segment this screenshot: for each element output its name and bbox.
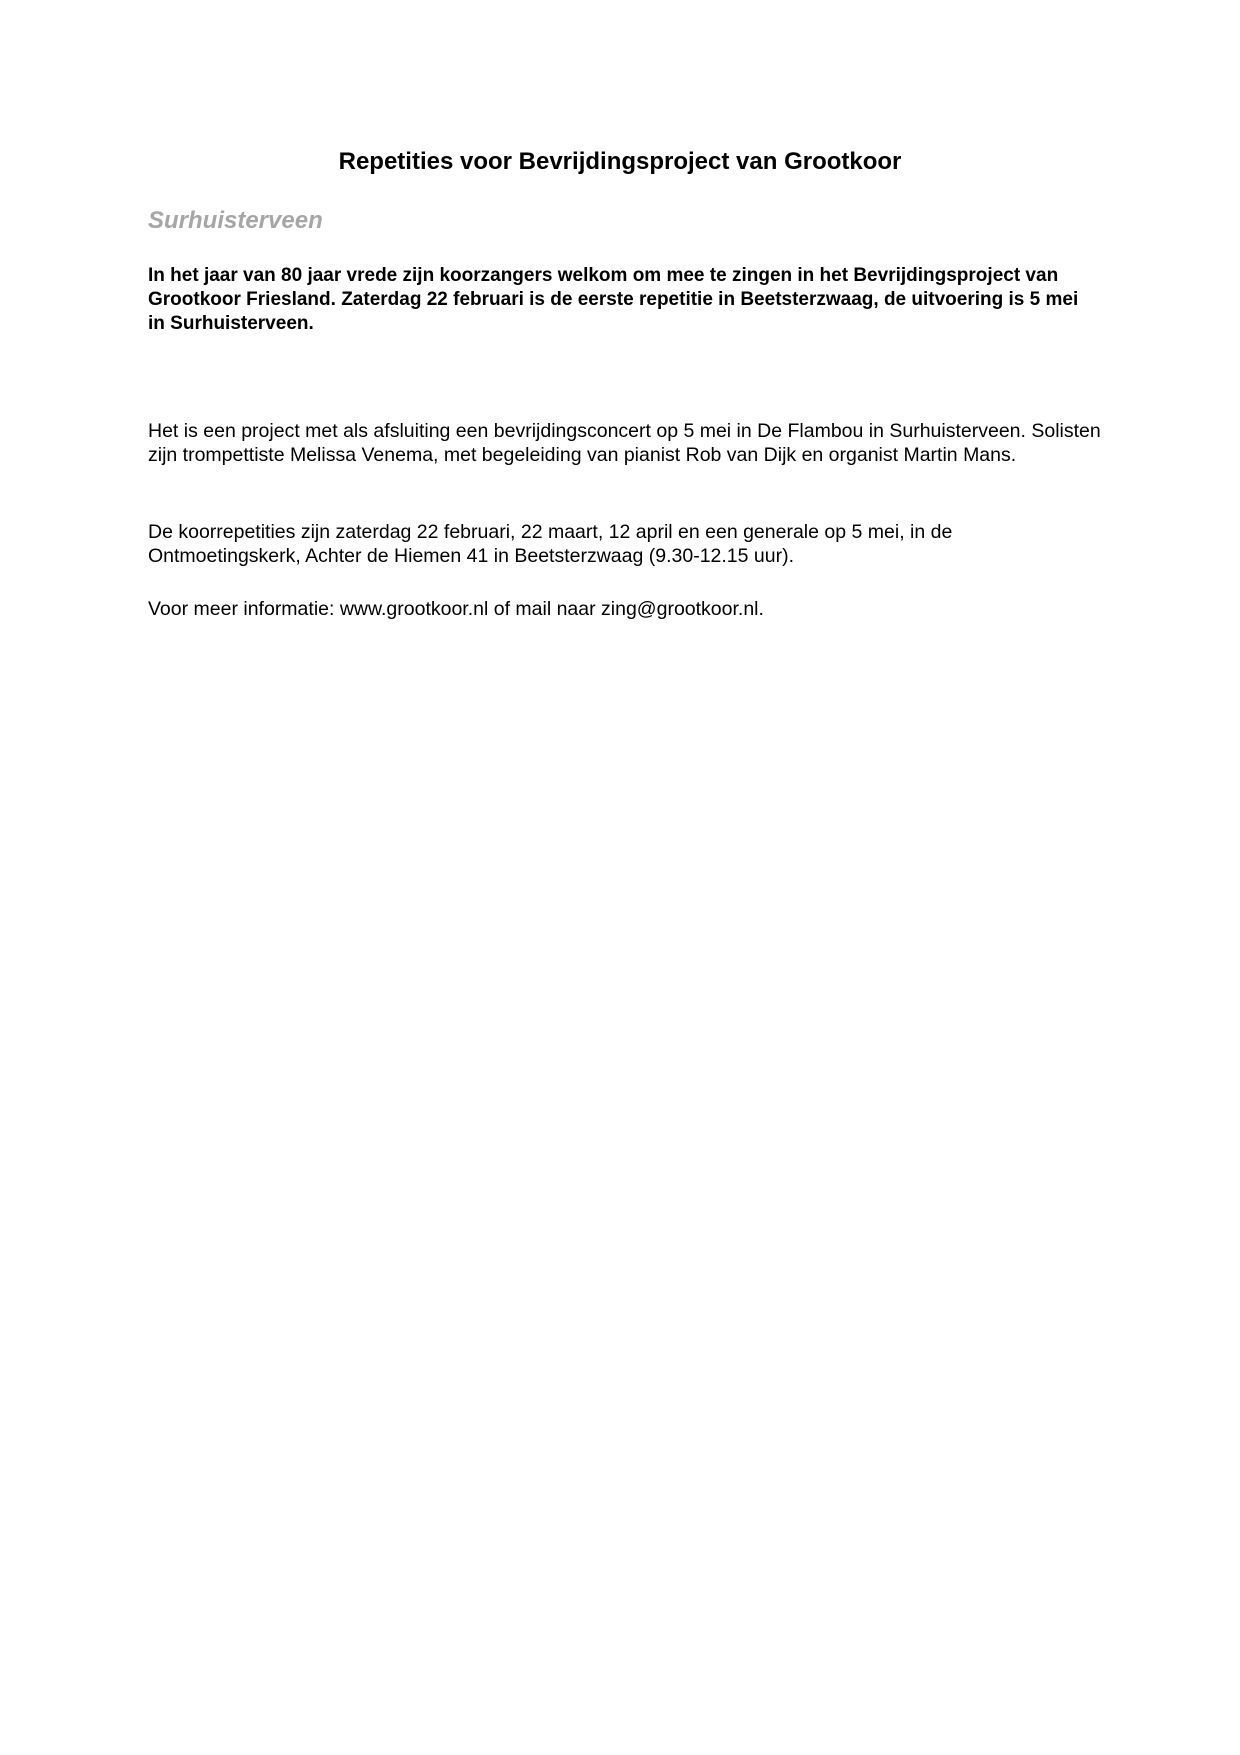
body-paragraph-rehearsals: De koorrepetities zijn zaterdag 22 februari, 22 maart, 12 april en een generale op 5 mei, in de Ontmoetingskerk, Achter de Hiemen 41 in Beetsterzwaag (9.30-12.15 uur). xyxy=(148,521,953,567)
location-subtitle: Surhuisterveen xyxy=(148,207,323,234)
document-title: Repetities voor Bevrijdingsproject van Grootkoor xyxy=(338,148,902,175)
body-paragraph-project: Het is een project met als afsluiting een bevrijdingsconcert op 5 mei in De Flambou in Surhuisterveen. Solisten zijn trompettiste Melissa Venema, met begeleiding van pianist Rob van Dijk en organist Martin Mans. xyxy=(148,420,1101,466)
body-paragraph-contact: Voor meer informatie: www.grootkoor.nl of mail naar zing@grootkoor.nl. xyxy=(148,598,764,620)
lead-paragraph: In het jaar van 80 jaar vrede zijn koorzangers welkom om mee te zingen in het Bevrijdingsproject van Grootkoor Friesland. Zaterdag 22 februari is de eerste repetitie in Beetsterzwaag, de uitvoering is 5 mei in Surhuisterveen. xyxy=(148,265,1079,334)
